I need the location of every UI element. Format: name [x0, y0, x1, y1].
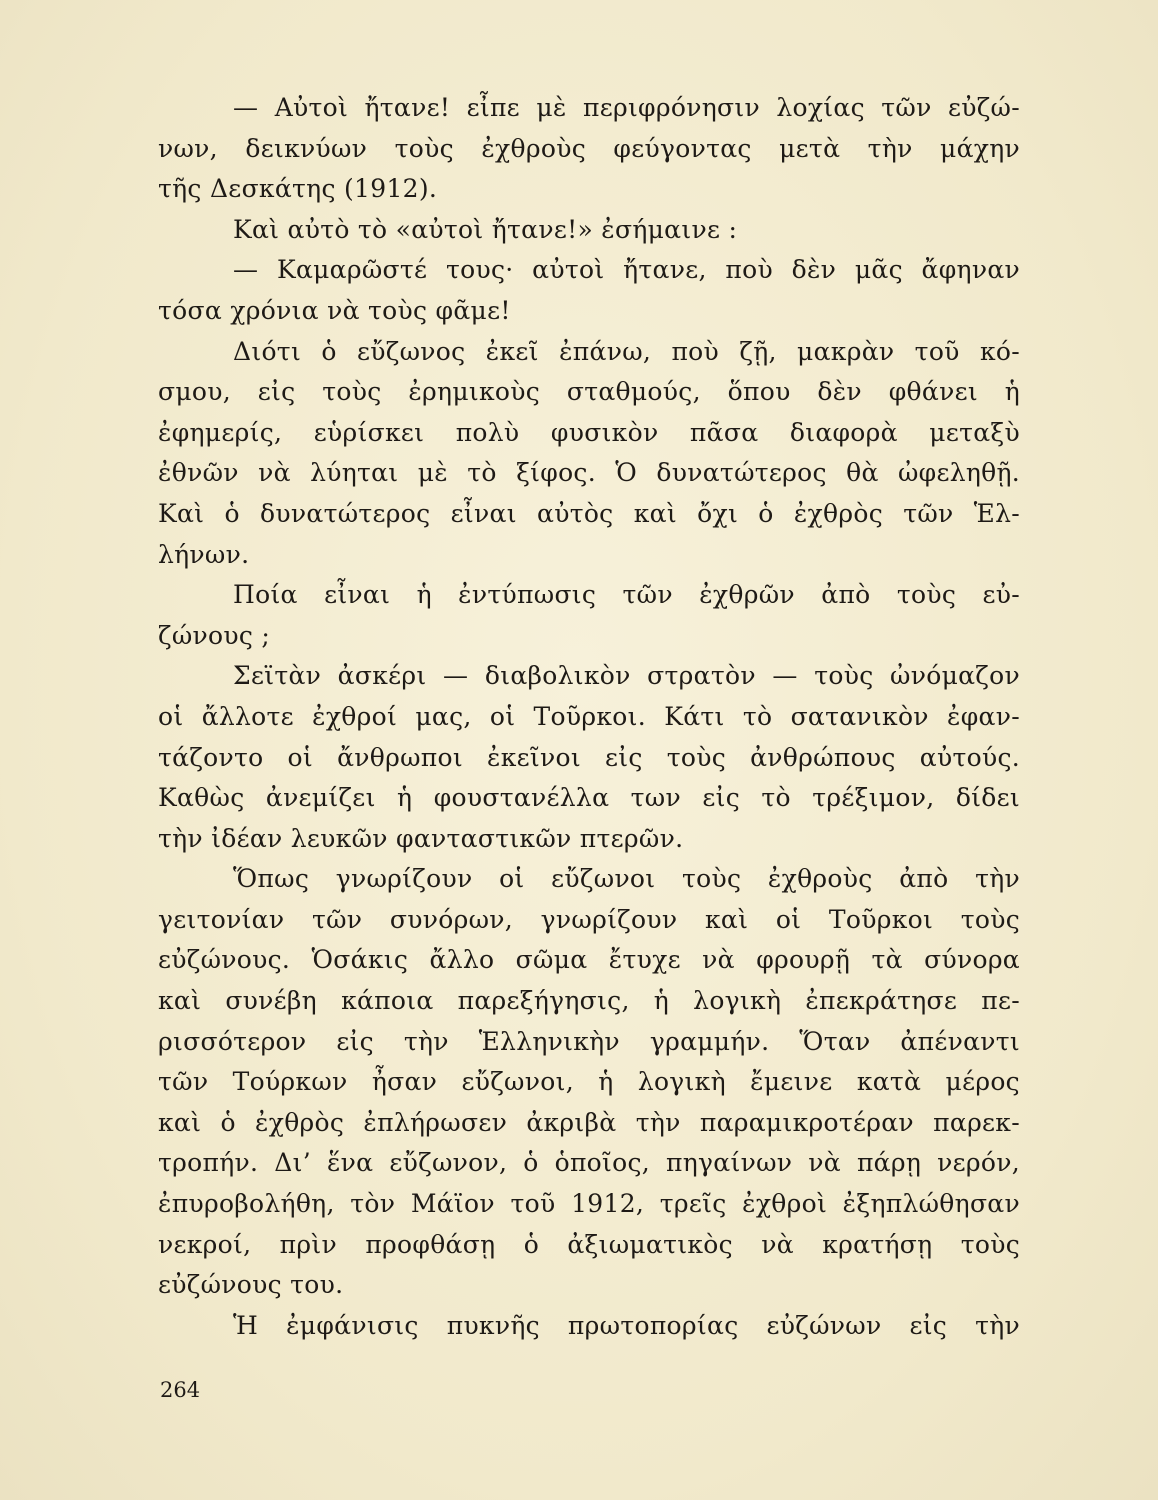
text-line: εὐζώνους του. [158, 1270, 344, 1300]
text-line: τόσα χρόνια νὰ τοὺς φᾶμε! [158, 295, 511, 325]
text-line: Καθὼς ἀνεμίζει ἡ φουστανέλλα των εἰς τὸ τρέξιμον, δίδει [158, 783, 1020, 813]
text-line: ρισσότερον εἰς τὴν Ἑλληνικὴν γραμμήν. Ὅταν ἀπέναντι [158, 1026, 1020, 1056]
text-line: ἐφημερίς, εὑρίσκει πολὺ φυσικὸν πᾶσα διαφορὰ μεταξὺ [158, 417, 1020, 447]
text-line: ἐθνῶν νὰ λύηται μὲ τὸ ξίφος. Ὁ δυνατώτερος θὰ ὠφεληθῇ. [158, 458, 1020, 488]
text-line: τῶν Τούρκων ἦσαν εὔζωνοι, ἡ λογικὴ ἔμεινε κατὰ μέρος [158, 1067, 1020, 1097]
body-text [158, 88, 1020, 1346]
text-line: καὶ συνέβη κάποια παρεξήγησις, ἡ λογικὴ ἐπεκράτησε πε- [158, 986, 1020, 1016]
text-line: σμου, εἰς τοὺς ἐρημικοὺς σταθμούς, ὅπου δὲν φθάνει ἡ [158, 377, 1020, 407]
text-line: καὶ ὁ ἐχθρὸς ἐπλήρωσεν ἀκριβὰ τὴν παραμικροτέραν παρεκ- [158, 1107, 1020, 1137]
text-line: γειτονίαν τῶν συνόρων, γνωρίζουν καὶ οἱ Τοῦρκοι τοὺς [158, 904, 1020, 934]
text-line: Διότι ὁ εὔζωνος ἐκεῖ ἐπάνω, ποὺ ζῇ, μακρὰν τοῦ κό- [233, 336, 1020, 366]
text-line: εὐζώνους. Ὁσάκις ἄλλο σῶμα ἔτυχε νὰ φρουρῇ τὰ σύνορα [158, 945, 1020, 975]
text-line: νων, δεικνύων τοὺς ἐχθροὺς φεύγοντας μετὰ τὴν μάχην [158, 133, 1020, 163]
text-line: τῆς Δεσκάτης (1912). [158, 174, 438, 204]
text-line: τροπήν. Δι’ ἕνα εὔζωνον, ὁ ὁποῖος, πηγαίνων νὰ πάρῃ νερόν, [158, 1148, 1020, 1178]
text-line: Ὅπως γνωρίζουν οἱ εὔζωνοι τοὺς ἐχθροὺς ἀπὸ τὴν [233, 864, 1020, 894]
text-line: Καὶ αὐτὸ τὸ «αὐτοὶ ἤτανε!» ἐσήμαινε : [233, 214, 738, 244]
text-line: ἐπυροβολήθη, τὸν Μάϊον τοῦ 1912, τρεῖς ἐχθροὶ ἐξηπλώθησαν [158, 1189, 1020, 1219]
text-line: — Αὐτοὶ ἤτανε! εἶπε μὲ περιφρόνησιν λοχίας τῶν εὐζώ- [233, 93, 1020, 122]
text-line: λήνων. [158, 539, 250, 569]
text-line: νεκροί, πρὶν προφθάσῃ ὁ ἀξιωματικὸς νὰ κρατήσῃ τοὺς [158, 1229, 1020, 1259]
text-line: τὴν ἰδέαν λευκῶν φανταστικῶν πτερῶν. [158, 823, 684, 853]
text-line: Καὶ ὁ δυνατώτερος εἶναι αὐτὸς καὶ ὄχι ὁ ἐχθρὸς τῶν Ἑλ- [158, 498, 1020, 528]
text-line: Ποία εἶναι ἡ ἐντύπωσις τῶν ἐχθρῶν ἀπὸ τοὺς εὐ- [233, 580, 1020, 610]
page-number: 264 [160, 1378, 201, 1402]
text-line: Σεϊτὰν ἀσκέρι — διαβολικὸν στρατὸν — τοὺς ὠνόμαζον [233, 661, 1020, 691]
text-line: Ἡ ἐμφάνισις πυκνῆς πρωτοπορίας εὐζώνων εἰς τὴν [233, 1310, 1020, 1340]
text-line: τάζοντο οἱ ἄνθρωποι ἐκεῖνοι εἰς τοὺς ἀνθρώπους αὐτούς. [158, 742, 1020, 772]
text-line: — Καμαρῶστέ τους· αὐτοὶ ἤτανε, ποὺ δὲν μᾶς ἄφηναν [233, 255, 1020, 285]
text-line: οἱ ἄλλοτε ἐχθροί μας, οἱ Τοῦρκοι. Κάτι τὸ σατανικὸν ἐφαν- [158, 701, 1020, 731]
text-line: ζώνους ; [158, 620, 271, 650]
